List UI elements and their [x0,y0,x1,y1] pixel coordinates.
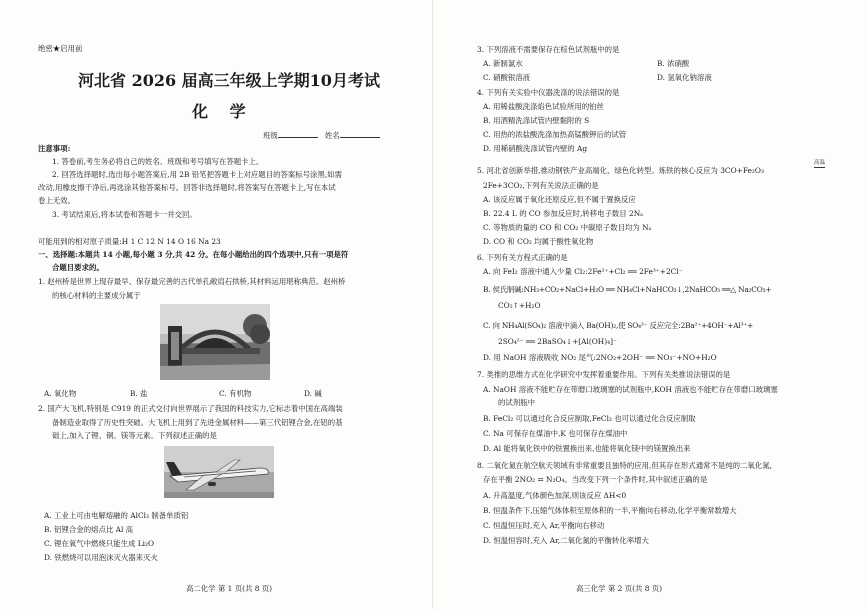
q7-option-d: D. Al 能将氧化铁中的铁置换出来,也能将氧化镁中的镁置换出来 [483,444,691,453]
note-3: 3. 考试结束后,将本试卷和答题卡一并交回。 [52,210,197,219]
q4-option-a: A. 用稀盐酸洗涤焰色试验所用的铂丝 [483,102,604,111]
q3-option-b: B. 浓硝酸 [657,59,690,68]
section-1-line-2: 合题目要求的。 [52,263,104,272]
q7-option-a-line-2: 的试剂瓶中 [498,398,535,407]
q4-option-c: C. 用热的浓盐酸洗涤加热高锰酸钾后的试管 [483,130,627,139]
footer-page-2: 高三化学 第 2 页(共 8 页) [576,584,663,593]
q7-stem: 7. 类推的思维方式在化学研究中发挥着重要作用。下列有关类推说法错误的是 [477,370,731,379]
q7-option-b: B. FeCl₂ 可以通过化合反应制取,FeCl₃ 也可以通过化合反应制取 [483,414,696,423]
zhaozhou-bridge-image [160,304,270,380]
note-2-line-1: 2. 回答选择题时,选出每小题答案后,用 2B 铅笔把答题卡上对应题目的答案标号涂黑,如需 [52,170,342,179]
q5-option-a: A. 该反应属于氧化还原反应,但不属于置换反应 [483,195,636,204]
q1-line-2: 的核心材料的主要成分属于 [52,291,141,300]
q6-option-a: A. 向 FeI₂ 溶液中通入少量 Cl₂:2Fe²⁺+Cl₂ ══ 2Fe³⁺+2Cl⁻ [483,267,683,276]
q8-option-b: B. 恒温条件下,压缩气体体积至原体积的一半,平衡向右移动,化学平衡常数增大 [483,506,737,515]
q3-option-d: D. 氢氧化钠溶液 [657,73,712,82]
q6-stem: 6. 下列有关方程式正确的是 [477,253,568,262]
q8-option-a: A. 升高温度,气体颜色加深,则该反应 ΔH<0 [483,491,627,500]
q5-option-c: C. 等物质的量的 CO 和 CO₂ 中碳原子数目均为 Nₐ [483,223,652,232]
c919-airplane-image [164,446,274,498]
section-1-line-1: 一、选择题:本题共 14 小题,每小题 3 分,共 42 分。在每小题给出的四个选项中,只有一项是符 [38,250,349,259]
q2-line-1: 2. 国产大飞机,特别是 C919 的正式交付向世界展示了我国的科技实力,它标志着中国在高端装 [38,404,343,413]
name-blank [340,129,380,138]
q2-option-b: B. 铝锂合金的熔点比 Al 高 [44,525,134,534]
q2-option-c: C. 锂在氧气中燃烧只能生成 Li₂O [44,539,155,548]
q6-option-d: D. 用 NaOH 溶液吸收 NO₂ 尾气:2NO₂+2OH⁻ ══ NO₃⁻+NO+H₂O [483,353,717,362]
footer-page-1: 高二化学 第 1 页(共 8 页) [186,584,273,593]
note-2-line-3: 卷上无效。 [38,196,75,205]
page-2 [434,0,867,609]
q2-option-a: A. 工业上可由电解熔融的 AlCl₃ 制备单质铝 [44,511,189,520]
q6-option-b-line-1: B. 侯氏制碱:NH₃+CO₂+NaCl+H₂O ══ NH₄Cl+NaHCO₃↓,2NaHCO₃ ══△ Na₂CO₃+ [483,285,772,294]
secret-label: 绝密★启用前 [38,44,83,53]
q8-line-1: 8. 二氧化氮在航空航天领域有非常重要且独特的应用,但其存在形式通常不是纯的二氧化氮, [477,461,772,470]
class-name-line [263,129,380,141]
name-label: 姓名 [324,131,340,140]
q2-option-d: D. 铁燃烧可以用泡沫灭火器来灭火 [44,553,158,562]
page-1 [0,0,433,609]
q4-option-b: B. 用酒精洗涤试管内壁黏附的 S [483,116,590,125]
q5-option-d: D. CO 和 CO₂ 均属于酸性氧化物 [483,237,594,246]
q6-option-c-line-1: C. 向 NH₄Al(SO₄)₂ 溶液中滴入 Ba(OH)₂,使 SO₄²⁻ 反应完全:2Ba²⁺+4OH⁻+Al³⁺+ [483,321,754,330]
q8-line-2: 存在平衡 2NO₂ ⇌ N₂O₄。当改变下列一个条件时,其中叙述正确的是 [483,475,708,484]
q8-option-d: D. 恒温恒容时,充入 Ar,二氧化氮的平衡转化率增大 [483,536,649,545]
q1-option-a: A. 氧化物 [44,389,77,398]
q5-condition: 高温 [814,160,826,166]
q1-option-d: D. 碱 [304,389,322,398]
q1-line-1: 1. 赵州桥是世界上现存最早、保存最完善的古代单孔敞肩石拱桥,其材料运用堪称典范。赵州桥 [38,277,346,286]
q5-line-2: 2Fe+3CO₂,下列有关说法正确的是 [483,181,599,190]
q7-option-c: C. Na 可保存在煤油中,K 也可保存在煤油中 [483,429,628,438]
q6-option-c-line-2: 2SO₄²⁻ ══ 2BaSO₄↓+[Al(OH)₄]⁻ [498,337,617,346]
q5-option-b: B. 22.4 L 的 CO 参加反应时,转移电子数目 2Nₐ [483,209,644,218]
q3-stem: 3. 下列溶液不需要保存在棕色试剂瓶中的是 [477,45,620,54]
q5-line-1: 5. 河北省创新举措,推动钢铁产业高端化、绿色化转型。炼铁的核心反应为 3CO+Fe₂O₃ [477,166,764,175]
q1-option-b: B. 盐 [130,389,148,398]
notes-title: 注意事项: [38,144,71,153]
subject-title: 化 学 [192,102,254,121]
note-2-line-2: 改动,用橡皮擦干净后,再选涂其他答案标号。回答非选择题时,将答案写在答题卡上,写在本试 [38,183,336,192]
atomic-masses: 可能用到的相对原子质量:H 1 C 12 N 14 O 16 Na 23 [38,237,221,246]
exam-title: 河北省 2026 届高三年级上学期10月考试 [78,71,380,90]
class-label: 班级 [263,131,278,140]
q3-option-c: C. 硝酸银溶液 [483,73,531,82]
class-blank [278,129,318,138]
q1-option-c: C. 有机物 [219,389,252,398]
q4-option-d: D. 用稀硝酸洗涤试管内壁的 Ag [483,144,588,153]
q7-option-a-line-1: A. NaOH 溶液不能贮存在带磨口玻璃塞的试剂瓶中,KOH 溶液也不能贮存在带磨口玻璃塞 [483,385,778,394]
q6-option-b-line-2: CO₂↑+H₂O [498,301,541,310]
q2-line-3: 础上,加入了锂、铜、镁等元素。下列叙述正确的是 [52,431,217,440]
q4-stem: 4. 下列有关实验中仪器洗涤的说法错误的是 [477,88,620,97]
note-1: 1. 答卷前,考生务必将自己的姓名、班级和考号填写在答题卡上。 [52,157,264,166]
q1-options [44,388,344,399]
q3-option-a: A. 新制氯水 [483,59,523,68]
q2-line-2: 备制造业取得了历史性突破。大飞机上用到了先进金属材料——第三代铝锂合金,在铝的基 [52,418,343,427]
q8-option-c: C. 恒温恒压时,充入 Ar,平衡向右移动 [483,521,605,530]
page-divider [432,0,433,609]
